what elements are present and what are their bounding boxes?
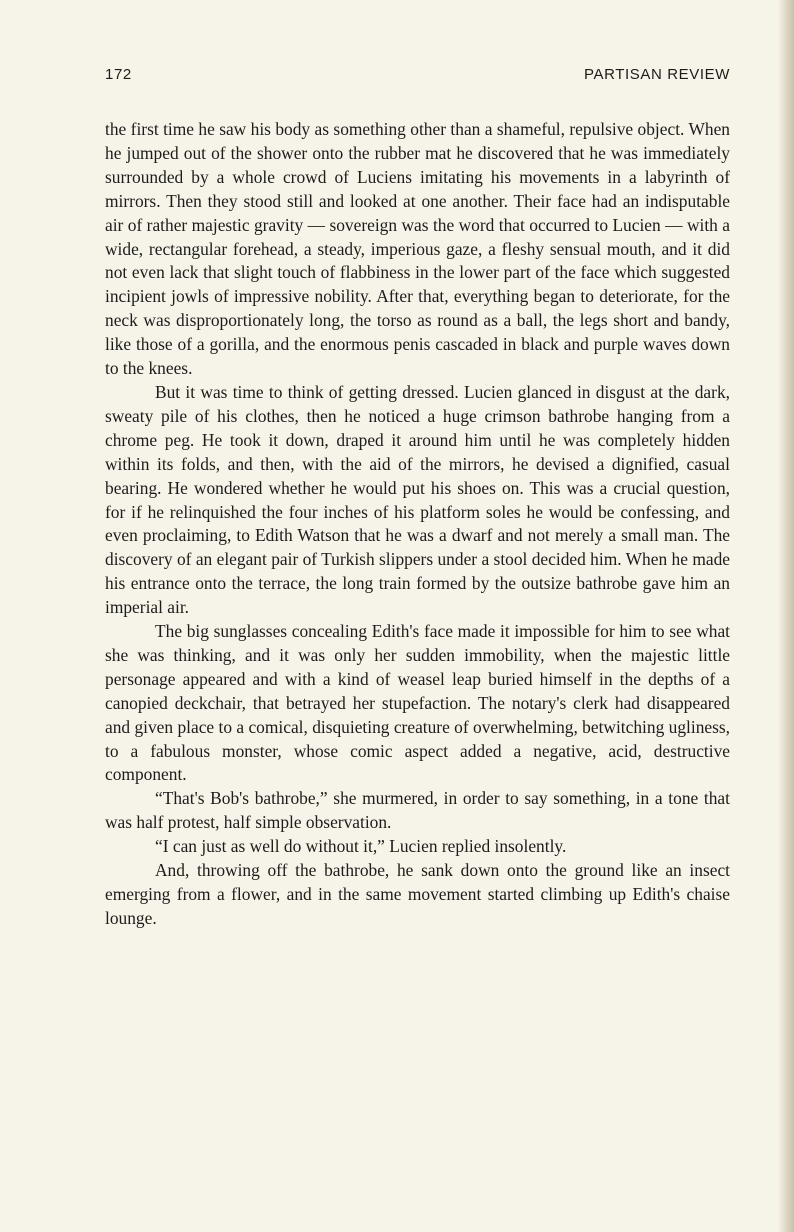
body-text xyxy=(105,118,730,931)
paragraph-4: “That's Bob's bathrobe,” she murmered, in order to say something, in a tone that was half protest, half simple observation. xyxy=(105,788,730,833)
paragraph-5: “I can just as well do without it,” Lucien replied insolently. xyxy=(155,836,567,857)
running-head xyxy=(105,66,730,88)
paragraph-1: the first time he saw his body as something other than a shameful, repulsive object. When he jumped out of the shower onto the rubber mat he discovered that he was immediately surrounded by a whole crowd of Luciens imitating his movements in a labyrinth of mirrors. Then they stood still and looked at one another. Their face had an indisputable air of rather majestic gravity — sovereign was the word that occurred to Lucien — with a wide, rectangular forehead, a steady, imperious gaze, a fleshy sensual mouth, and it did not even lack that slight touch of flabbiness in the lower part of the face which suggested incipient jowls of impressive nobility. After that, everything began to deteriorate, for the neck was disproportionately long, the torso as round as a ball, the legs short and bandy, like those of a gorilla, and the enormous penis cascaded in black and purple waves down to the knees. xyxy=(105,119,730,379)
page-edge-shadow xyxy=(778,0,794,1232)
paragraph-6: And, throwing off the bathrobe, he sank down onto the ground like an insect emerging from a flower, and in the same movement started climbing up Edith's chaise lounge. xyxy=(105,860,730,928)
journal-title: PARTISAN REVIEW xyxy=(584,66,730,83)
paragraph-2: But it was time to think of getting dressed. Lucien glanced in disgust at the dark, sweaty pile of his clothes, then he noticed a huge crimson bathrobe hanging from a chrome peg. He took it down, draped it around him until he was completely hidden within its folds, and then, with the aid of the mirrors, he devised a dignified, casual bearing. He wondered whether he would put his shoes on. This was a crucial question, for if he relinquished the four inches of his platform soles he would be confessing, and even proclaiming, to Edith Watson that he was a dwarf and not merely a small man. The discovery of an elegant pair of Turkish slippers under a stool decided him. When he made his entrance onto the terrace, the long train formed by the outsize bathrobe gave him an imperial air. xyxy=(105,381,730,618)
paragraph-3: The big sunglasses concealing Edith's face made it impossible for him to see what she was thinking, and it was only her sudden immobility, when the majestic little personage appeared and with a kind of weasel leap buried himself in the depths of a canopied deckchair, that betrayed her stupefaction. The notary's clerk had disappeared and given place to a comical, disquieting creature of overwhelming, betwitching ugliness, to a fabulous monster, whose comic aspect added a negative, acid, destructive component. xyxy=(105,621,730,785)
page-number: 172 xyxy=(105,66,132,83)
